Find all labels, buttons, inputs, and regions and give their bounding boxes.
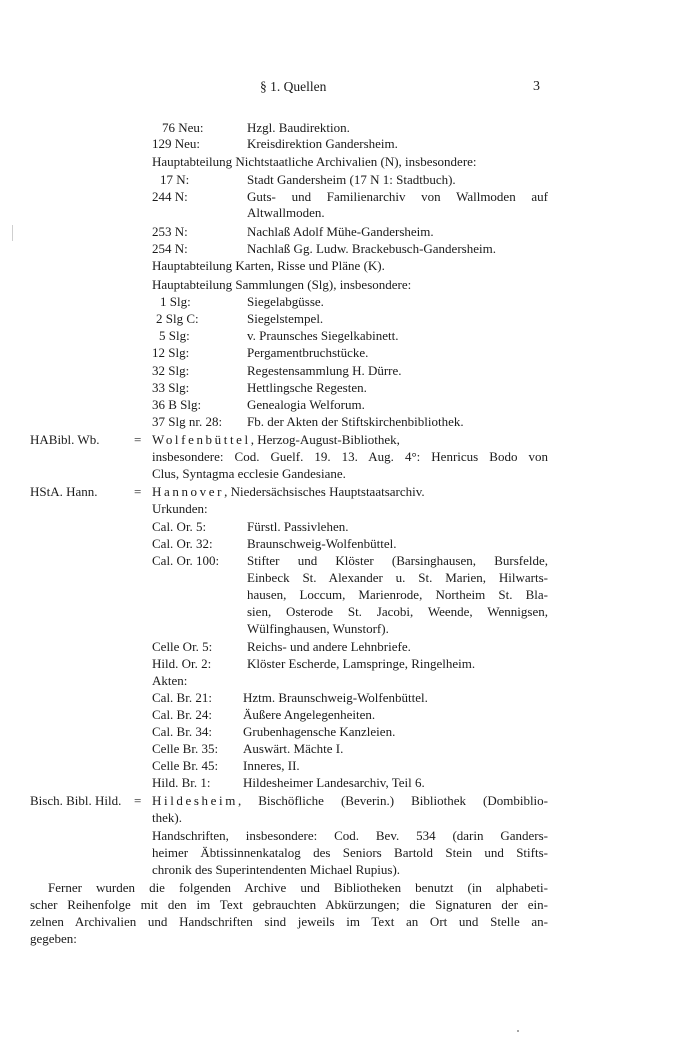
line-text: Wülfinghausen, Wunstorf). [247, 621, 389, 636]
text-line [152, 656, 211, 672]
line-text: thek). [152, 810, 182, 825]
line-text: Hild. Or. 2: [152, 656, 212, 671]
line-text: HABibl. Wb. [30, 432, 100, 447]
text-line [247, 380, 367, 396]
line-text: Cal. Or. 5: [152, 519, 207, 534]
line-text: chronik des Superintendenten Michael Rupius). [152, 862, 401, 877]
text-line [243, 775, 425, 791]
line-text: Siegelstempel. [247, 311, 324, 326]
text-line [152, 639, 212, 655]
running-header: § 1. Quellen [260, 79, 327, 94]
text-line [160, 294, 191, 310]
line-text: 33 Slg: [152, 380, 190, 395]
text-line [247, 639, 411, 655]
text-line [152, 690, 212, 706]
text-line [247, 519, 348, 535]
line-text: Hzgl. Baudirektion. [247, 120, 350, 135]
text-line [243, 707, 375, 723]
text-line [247, 294, 324, 310]
text-line [160, 172, 189, 188]
page-number: 3 [533, 79, 540, 94]
line-text: Akten: [152, 673, 188, 688]
spaced-place-name: Hildesheim [152, 793, 238, 808]
text-line [152, 536, 213, 552]
spaced-place-name: Hannover [152, 484, 225, 499]
text-line [152, 775, 211, 791]
line-text: 254 N: [152, 241, 188, 256]
text-line [152, 397, 201, 413]
text-line [152, 466, 346, 482]
line-text: 12 Slg: [152, 345, 190, 360]
line-text: 36 B Slg: [152, 397, 202, 412]
text-line [134, 432, 141, 448]
specks [517, 1030, 519, 1032]
line-text: Nachlaß Adolf Mühe-Gandersheim. [247, 224, 434, 239]
text-line [152, 845, 548, 861]
text-line [152, 862, 400, 878]
line-text: Altwallmoden. [247, 205, 325, 220]
text-line [30, 432, 99, 448]
text-line [30, 931, 77, 947]
text-line [247, 189, 548, 205]
text-line [152, 553, 219, 569]
text-line [247, 120, 350, 136]
text-line [152, 724, 212, 740]
text-line [247, 241, 496, 257]
text-line [30, 793, 121, 809]
text-line [152, 449, 548, 465]
text-line [152, 189, 188, 205]
text-line [152, 828, 548, 844]
text-line [247, 172, 456, 188]
text-line [247, 136, 398, 152]
text-line [152, 380, 189, 396]
line-text: sien, Osterode St. Jacobi, Weende, Wennigsen, [247, 604, 548, 619]
line-text: Fb. der Akten der Stiftskirchenbibliothek. [247, 414, 464, 429]
line-text: Handschriften, insbesondere: Cod. Bev. 534 (darin Ganders- [152, 828, 548, 843]
line-text: Hauptabteilung Sammlungen (Slg), insbesondere: [152, 277, 412, 292]
text-line [134, 793, 141, 809]
text-line [152, 224, 188, 240]
text-line [152, 519, 206, 535]
line-text: Cal. Or. 32: [152, 536, 213, 551]
line-text: Einbeck St. Alexander u. St. Marien, Hilwarts- [247, 570, 548, 585]
line-text: v. Praunsches Siegelkabinett. [247, 328, 399, 343]
text-line [152, 277, 411, 293]
line-text: HStA. Hann. [30, 484, 98, 499]
text-line [247, 224, 434, 240]
text-line [30, 484, 98, 500]
line-text: scher Reihenfolge mit den im Text gebrauchten Abkürzungen; die Signaturen der ein- [30, 897, 548, 912]
text-line [243, 724, 395, 740]
line-text: 37 Slg nr. 28: [152, 414, 223, 429]
line-text: Celle Br. 45: [152, 758, 219, 773]
margin-mark [12, 225, 13, 241]
line-text: Celle Br. 35: [152, 741, 219, 756]
line-text: Klöster Escherde, Lamspringe, Ringelheim. [247, 656, 476, 671]
text-line [152, 363, 189, 379]
text-line [152, 707, 212, 723]
text-line [247, 536, 397, 552]
line-text: , Bischöfliche (Beverin.) Bibliothek (Dombiblio- [237, 793, 548, 808]
line-text: 129 Neu: [152, 136, 201, 151]
text-line [152, 758, 218, 774]
line-text: Inneres, II. [243, 758, 300, 773]
line-text: 76 Neu: [162, 120, 204, 135]
line-text: , Niedersächsisches Hauptstaatsarchiv. [224, 484, 425, 499]
text-line [152, 241, 188, 257]
text-line [247, 553, 548, 569]
spaced-place-name: Wolfenbüttel [152, 432, 251, 447]
line-text: , Herzog-August-Bibliothek, [250, 432, 400, 447]
line-text: Urkunden: [152, 501, 208, 516]
line-text: Grubenhagensche Kanzleien. [243, 724, 396, 739]
line-text: Ferner wurden die folgenden Archive und Bibliotheken benutzt (in alphabeti- [48, 880, 548, 895]
text-line [247, 205, 325, 221]
text-line [247, 656, 475, 672]
line-text: Stadt Gandersheim (17 N 1: Stadtbuch). [247, 172, 456, 187]
line-text: Genealogia Welforum. [247, 397, 365, 412]
text-line [243, 741, 343, 757]
text-line [30, 897, 548, 913]
text-line [152, 432, 400, 448]
line-text: Cal. Br. 21: [152, 690, 212, 705]
text-line [30, 914, 548, 930]
line-text: 253 N: [152, 224, 188, 239]
line-text: 17 N: [160, 172, 190, 187]
line-text: Auswärt. Mächte I. [243, 741, 344, 756]
line-text: insbesondere: Cod. Guelf. 19. 13. Aug. 4°: Henricus Bodo von [152, 449, 548, 464]
text-line [247, 363, 402, 379]
text-line [243, 758, 300, 774]
line-text: Hauptabteilung Nichtstaatliche Archivalien (N), insbesondere: [152, 154, 477, 169]
text-line [247, 414, 464, 430]
line-text: Braunschweig-Wolfenbüttel. [247, 536, 397, 551]
line-text: Nachlaß Gg. Ludw. Brackebusch-Gandersheim. [247, 241, 496, 256]
text-line [152, 345, 189, 361]
text-line [48, 880, 548, 896]
text-line [152, 136, 200, 152]
text-line [247, 604, 548, 620]
line-text: 2 Slg C: [156, 311, 199, 326]
line-text: Äußere Angelegenheiten. [243, 707, 376, 722]
line-text: 32 Slg: [152, 363, 190, 378]
text-line [159, 328, 190, 344]
line-text: 5 Slg: [159, 328, 190, 343]
text-line [152, 810, 182, 826]
line-text: Guts- und Familienarchiv von Wallmoden auf [247, 189, 548, 204]
line-text: Reichs- und andere Lehnbriefe. [247, 639, 411, 654]
line-text: Fürstl. Passivlehen. [247, 519, 349, 534]
text-line [247, 570, 548, 586]
line-text: Siegelabgüsse. [247, 294, 324, 309]
line-text: heimer Äbtissinnenkatalog des Seniors Bartold Stein und Stifts- [152, 845, 548, 860]
line-text: gegeben: [30, 931, 77, 946]
line-text: Hauptabteilung Karten, Risse und Pläne (K). [152, 258, 385, 273]
text-line [152, 501, 208, 517]
text-line [152, 154, 477, 170]
text-line [134, 484, 141, 500]
line-text: Regestensammlung H. Dürre. [247, 363, 402, 378]
text-line [247, 397, 365, 413]
text-line [152, 673, 187, 689]
line-text: Hild. Br. 1: [152, 775, 211, 790]
text-line [152, 484, 425, 500]
line-text: zelnen Archivalien und Handschriften sind jeweils im Text an Ort und Stelle an- [30, 914, 548, 929]
line-text: Hztm. Braunschweig-Wolfenbüttel. [243, 690, 428, 705]
text-line [162, 120, 204, 136]
line-text: Cal. Br. 24: [152, 707, 212, 722]
line-text: Pergamentbruchstücke. [247, 345, 369, 360]
line-text: Clus, Syntagma ecclesie Gandesiane. [152, 466, 346, 481]
text-line [152, 741, 218, 757]
line-text: Cal. Br. 34: [152, 724, 212, 739]
text-line [247, 345, 368, 361]
text-line [247, 621, 389, 637]
line-text: Hildesheimer Landesarchiv, Teil 6. [243, 775, 425, 790]
line-text: 1 Slg: [160, 294, 191, 309]
text-line [156, 311, 199, 327]
line-text: Kreisdirektion Gandersheim. [247, 136, 398, 151]
text-line [247, 587, 548, 603]
line-text: = [134, 432, 142, 447]
text-line [152, 414, 222, 430]
text-line [247, 311, 323, 327]
text-line [243, 690, 428, 706]
text-line [152, 793, 548, 809]
line-text: 244 N: [152, 189, 188, 204]
line-text: Celle Or. 5: [152, 639, 213, 654]
text-line [247, 328, 399, 344]
text-line [152, 258, 385, 274]
line-text: = [134, 793, 142, 808]
line-text: Cal. Or. 100: [152, 553, 220, 568]
line-text: hausen, Loccum, Marienrode, Northeim St. Bla- [247, 587, 548, 602]
line-text: = [134, 484, 142, 499]
line-text: Stifter und Klöster (Barsinghausen, Bursfelde, [247, 553, 548, 568]
line-text: Hettlingsche Regesten. [247, 380, 367, 395]
line-text: Bisch. Bibl. Hild. [30, 793, 122, 808]
